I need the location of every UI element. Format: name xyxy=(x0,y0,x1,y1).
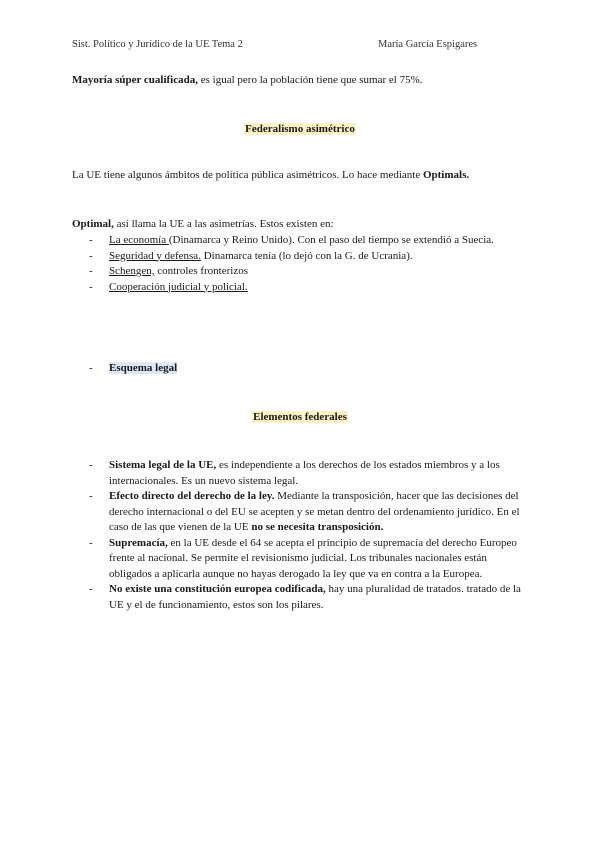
intro-bold: Mayoría súper cualificada, xyxy=(72,74,198,86)
list-item-bold: Supremacía, xyxy=(109,536,168,549)
p1-text: La UE tiene algunos ámbitos de política pública asimétricos. Lo hace mediante xyxy=(72,169,423,181)
dash-marker: - xyxy=(89,490,93,502)
list-item-text: hay una pluralidad de tratados. tratado de la UE y el de funcionamiento, estos son los pilares. xyxy=(109,583,521,611)
list-item-bold: Sistema legal de la UE, xyxy=(109,459,217,471)
list-item-bold: Efecto directo del derecho de la ley. xyxy=(109,490,275,502)
list-item xyxy=(72,249,530,265)
list-item-underlined: Schengen, xyxy=(109,265,155,277)
list-item xyxy=(72,536,530,583)
paragraph-optimal xyxy=(72,217,532,233)
heading-elementos-federales xyxy=(0,410,600,426)
heading-federalismo-text: Federalismo asimétrico xyxy=(245,123,355,135)
paragraph-asimetricos xyxy=(72,168,532,184)
intro-paragraph xyxy=(72,73,532,89)
dash-marker: - xyxy=(89,362,93,374)
federal-elements-list xyxy=(72,458,530,613)
dash-marker: - xyxy=(89,249,93,262)
p2-bold: Optimal, xyxy=(72,218,114,230)
intro-text: es igual pero la población tiene que sumar el 75%. xyxy=(197,74,423,86)
list-item-bold: No existe una constitución europea codificada, xyxy=(109,583,326,595)
dash-marker: - xyxy=(89,280,93,293)
list-item xyxy=(72,264,530,280)
list-item xyxy=(72,280,530,296)
list-item xyxy=(72,489,530,536)
list-item xyxy=(72,582,530,613)
dash-marker: - xyxy=(89,265,93,277)
heading-elementos-text: Elementos federales xyxy=(253,411,347,423)
list-item-text: en la UE desde el 64 se acepta el principio de supremacía del derecho Europeo frente al nacional. Se permite el revisionismo judicial. Los tribunales nacionales están obligados a aplicarla aunque no hayas derogado la ley que va en contra a la Europea. xyxy=(109,536,517,580)
header-author: María García Espigares xyxy=(378,39,478,50)
list-item-text: controles fronterizos xyxy=(154,265,248,277)
list-item-bold-end: no se necesita transposición. xyxy=(251,521,384,533)
header-course-title: Sist. Político y Jurídico de la UE Tema 2 xyxy=(72,39,243,50)
list-item-text: Mediante la transposición, hacer que las decisiones del derecho internacional o del EU se acepten y se metan dentro del ordenamiento jurídico. En el caso de las que vienen de la UE xyxy=(109,490,520,533)
dash-marker: - xyxy=(89,234,93,246)
dash-marker: - xyxy=(89,583,93,595)
optimals-list xyxy=(72,233,530,295)
p1-bold: Optimals. xyxy=(422,169,470,181)
list-item xyxy=(72,458,530,489)
esquema-list xyxy=(72,361,530,377)
list-item-esquema xyxy=(72,361,530,377)
list-item xyxy=(72,233,530,249)
list-item-underlined: La economía xyxy=(109,234,169,246)
dash-marker: - xyxy=(89,459,93,471)
esquema-legal-label: Esquema legal xyxy=(109,362,178,374)
list-item-text: es independiente a los derechos de los estados miembros y a los internacionales. Es un nuevo sistema legal. xyxy=(109,459,500,487)
heading-federalismo xyxy=(0,122,600,138)
list-item-text: (Dinamarca y Reino Unido). Con el paso del tiempo se extendió a Suecia. xyxy=(168,234,494,246)
list-item-text: Dinamarca tenía (lo dejó con la G. de Ucrania). xyxy=(200,249,413,262)
dash-marker: - xyxy=(89,536,93,549)
list-item-underlined: Cooperación judicial y policial. xyxy=(109,280,248,293)
p2-text: así llama la UE a las asimetrías. Estos existen en: xyxy=(113,218,334,230)
list-item-underlined: Seguridad y defensa. xyxy=(109,249,201,262)
